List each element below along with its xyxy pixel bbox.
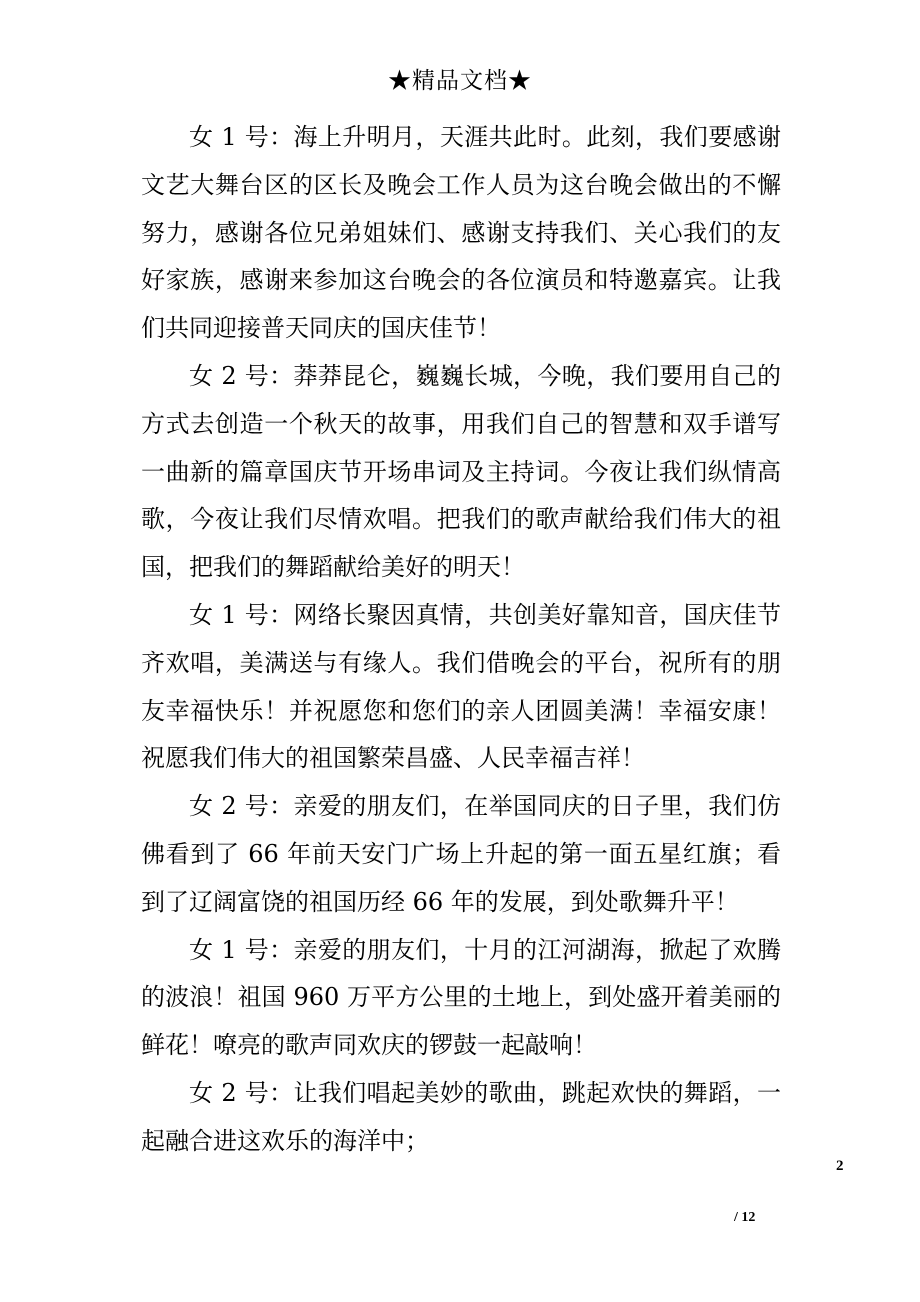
paragraph-6: 女 2 号：让我们唱起美妙的歌曲，跳起欢快的舞蹈，一起融合进这欢乐的海洋中； — [141, 1078, 781, 1155]
paragraph-4: 女 2 号：亲爱的朋友们，在举国同庆的日子里，我们仿佛看到了 66 年前天安门广场上升起的第一面五星红旗；看到了辽阔富饶的祖国历经 66 年的发展，到处歌舞升平！ — [141, 792, 781, 916]
paragraph-2: 女 2 号：莽莽昆仑，巍巍长城，今晚，我们要用自己的方式去创造一个秋天的故事，用我们自己的智慧和双手谱写一曲新的篇章国庆节开场串词及主持词。今夜让我们纵情高歌，今夜让我们尽情欢唱。把我们的歌声献给我们伟大的祖国，把我们的舞蹈献给美好的明天！ — [141, 361, 781, 582]
paragraph-5: 女 1 号：亲爱的朋友们，十月的江河湖海，掀起了欢腾的波浪！祖国 960 万平方公里的土地上，到处盛开着美丽的鲜花！嘹亮的歌声同欢庆的锣鼓一起敲响！ — [141, 935, 781, 1060]
page-number: 2 — [836, 1158, 844, 1174]
page-total: / 12 — [734, 1210, 756, 1225]
document-header-title: ★精品文档★ — [388, 68, 532, 94]
paragraph-1: 女 1 号：海上升明月，天涯共此时。此刻，我们要感谢文艺大舞台区的区长及晚会工作人员为这台晚会做出的不懈努力，感谢各位兄弟姐妹们、感谢支持我们、关心我们的友好家族，感谢来参加这台晚会的各位演员和特邀嘉宾。让我们共同迎接普天同庆的国庆佳节！ — [141, 123, 781, 343]
document-body — [141, 114, 781, 1166]
paragraph-3: 女 1 号：网络长聚因真情，共创美好靠知音，国庆佳节齐欢唱，美满送与有缘人。我们借晚会的平台，祝所有的朋友幸福快乐！并祝愿您和您们的亲人团圆美满！幸福安康！祝愿我们伟大的祖国繁荣昌盛、人民幸福吉祥！ — [141, 600, 781, 773]
